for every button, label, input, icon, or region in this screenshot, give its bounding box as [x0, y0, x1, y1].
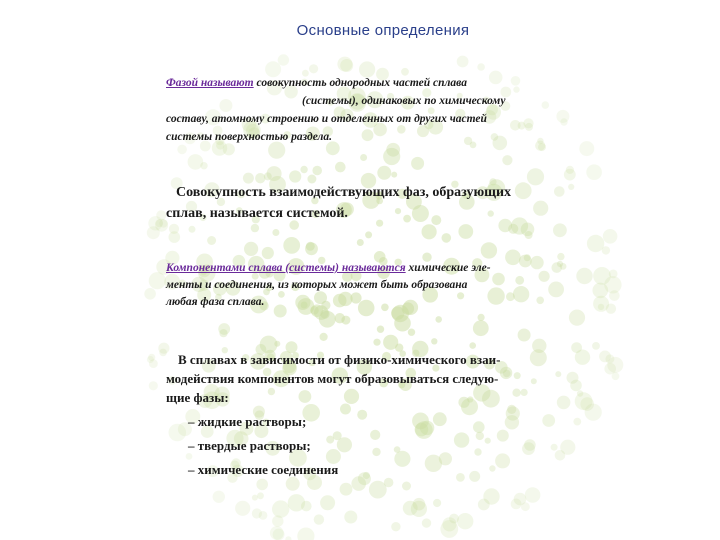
background-dot	[495, 453, 510, 468]
background-dot	[422, 518, 431, 527]
background-dot	[252, 495, 258, 501]
background-dot	[377, 166, 391, 180]
background-dot	[200, 162, 207, 169]
background-dot	[433, 499, 441, 507]
background-dot	[335, 162, 346, 173]
background-dot	[289, 170, 301, 182]
list-item: – химические соединения	[188, 462, 339, 477]
phase-list	[188, 412, 488, 484]
background-dot	[551, 444, 558, 451]
background-dot	[604, 363, 616, 375]
background-dot	[305, 242, 318, 255]
background-dot	[344, 511, 357, 524]
background-dot	[335, 313, 345, 323]
background-dot	[377, 326, 384, 333]
list-item: – жидкие растворы;	[188, 414, 307, 429]
background-dot	[251, 224, 259, 232]
background-dot	[478, 314, 485, 321]
p3-line2: менты и соединения, из которых может быть образована	[166, 279, 468, 291]
background-dot	[309, 64, 318, 73]
background-dot	[272, 500, 289, 517]
background-dot	[365, 231, 372, 238]
slide-title: Основные определения	[296, 22, 470, 39]
background-dot	[219, 329, 227, 337]
background-dot	[320, 333, 328, 341]
background-dot	[357, 239, 364, 246]
background-dot	[300, 166, 307, 173]
background-dot	[522, 442, 535, 455]
background-dot	[244, 242, 258, 256]
background-dot	[458, 224, 473, 239]
p2-line2: сплав, называется системой.	[166, 206, 348, 221]
background-dot	[314, 514, 324, 524]
p1-line1: совокупность однородных частей сплава	[253, 77, 467, 89]
p4-line3: щие фазы:	[166, 390, 229, 405]
background-dot	[144, 288, 156, 300]
background-dot	[435, 316, 442, 323]
background-dot	[469, 342, 476, 349]
background-dot	[502, 155, 512, 165]
background-dot	[283, 237, 300, 254]
background-dot	[473, 320, 489, 336]
background-dot	[391, 522, 400, 531]
list-item: – твердые растворы;	[188, 438, 311, 453]
background-dot	[257, 492, 264, 499]
background-dot	[481, 242, 497, 258]
background-dot	[391, 172, 397, 178]
background-dot	[422, 224, 437, 239]
background-dot	[457, 513, 473, 529]
background-dot	[312, 166, 322, 176]
background-dot	[278, 54, 289, 65]
background-dot	[189, 226, 196, 233]
paragraph-phases-in-alloys	[166, 350, 606, 407]
paragraph-component-definition	[166, 260, 606, 311]
background-dot	[340, 59, 353, 72]
background-dot	[587, 235, 604, 252]
background-dot	[521, 502, 530, 511]
background-dot	[483, 488, 499, 504]
background-dot	[320, 495, 335, 510]
background-dot	[497, 430, 509, 442]
p1-line3: составу, атомному строению и отделенных от других частей	[166, 113, 487, 125]
background-dot	[408, 329, 415, 336]
background-dot	[285, 536, 291, 540]
background-dot	[560, 440, 575, 455]
background-dot	[511, 499, 522, 510]
background-dot	[569, 310, 585, 326]
background-dot	[213, 491, 225, 503]
p1-line2: (системы), одинаковых по химическому	[302, 95, 506, 107]
background-dot	[442, 233, 452, 243]
background-dot	[609, 290, 620, 301]
background-dot	[169, 224, 179, 234]
background-dot	[169, 424, 187, 442]
p4-line2: модействия компонентов могут образовываться следую-	[166, 371, 499, 386]
background-dot	[149, 381, 158, 390]
background-dot	[394, 315, 411, 332]
term-phase: Фазой называют	[166, 77, 254, 89]
background-dot	[477, 63, 485, 71]
background-dot	[272, 229, 279, 236]
background-dot	[489, 465, 495, 471]
background-dot	[403, 501, 418, 516]
background-dot	[383, 148, 400, 165]
background-dot	[518, 329, 531, 342]
background-dot	[360, 154, 367, 161]
background-dot	[411, 157, 424, 170]
background-dot	[457, 56, 469, 68]
background-dot	[592, 342, 600, 350]
background-dot	[252, 508, 262, 518]
background-dot	[442, 517, 456, 531]
background-dot	[431, 338, 437, 344]
background-dot	[262, 247, 274, 259]
background-dot	[373, 339, 380, 346]
p3-line3: любая фаза сплава.	[166, 296, 265, 308]
background-dot	[553, 223, 567, 237]
term-components: Компонентами сплава (системы) называются	[166, 262, 406, 274]
background-dot	[270, 526, 284, 540]
p2-line1: Совокупность взаимодействующих фаз, образующих	[176, 185, 512, 200]
background-dot	[602, 246, 610, 254]
background-dot	[301, 501, 312, 512]
paragraph-phase-definition	[166, 74, 606, 146]
background-dot	[505, 415, 519, 429]
background-dot	[564, 169, 576, 181]
background-dot	[573, 418, 581, 426]
background-dot	[297, 528, 314, 540]
background-dot	[603, 229, 618, 244]
background-dot	[525, 487, 541, 503]
background-dot	[586, 164, 602, 180]
background-dot	[207, 236, 216, 245]
paragraph-system-definition	[166, 182, 616, 224]
p4-line1: В сплавах в зависимости от физико-химического взаи-	[178, 352, 501, 367]
p1-line4: системы поверхностью раздела.	[166, 131, 333, 143]
background-dot	[177, 145, 187, 155]
background-dot	[149, 272, 166, 289]
background-dot	[340, 483, 353, 496]
background-dot	[149, 359, 158, 368]
background-dot	[525, 231, 533, 239]
background-dot	[235, 501, 250, 516]
p3-line1: химические эле-	[405, 262, 491, 274]
background-dot	[542, 414, 555, 427]
